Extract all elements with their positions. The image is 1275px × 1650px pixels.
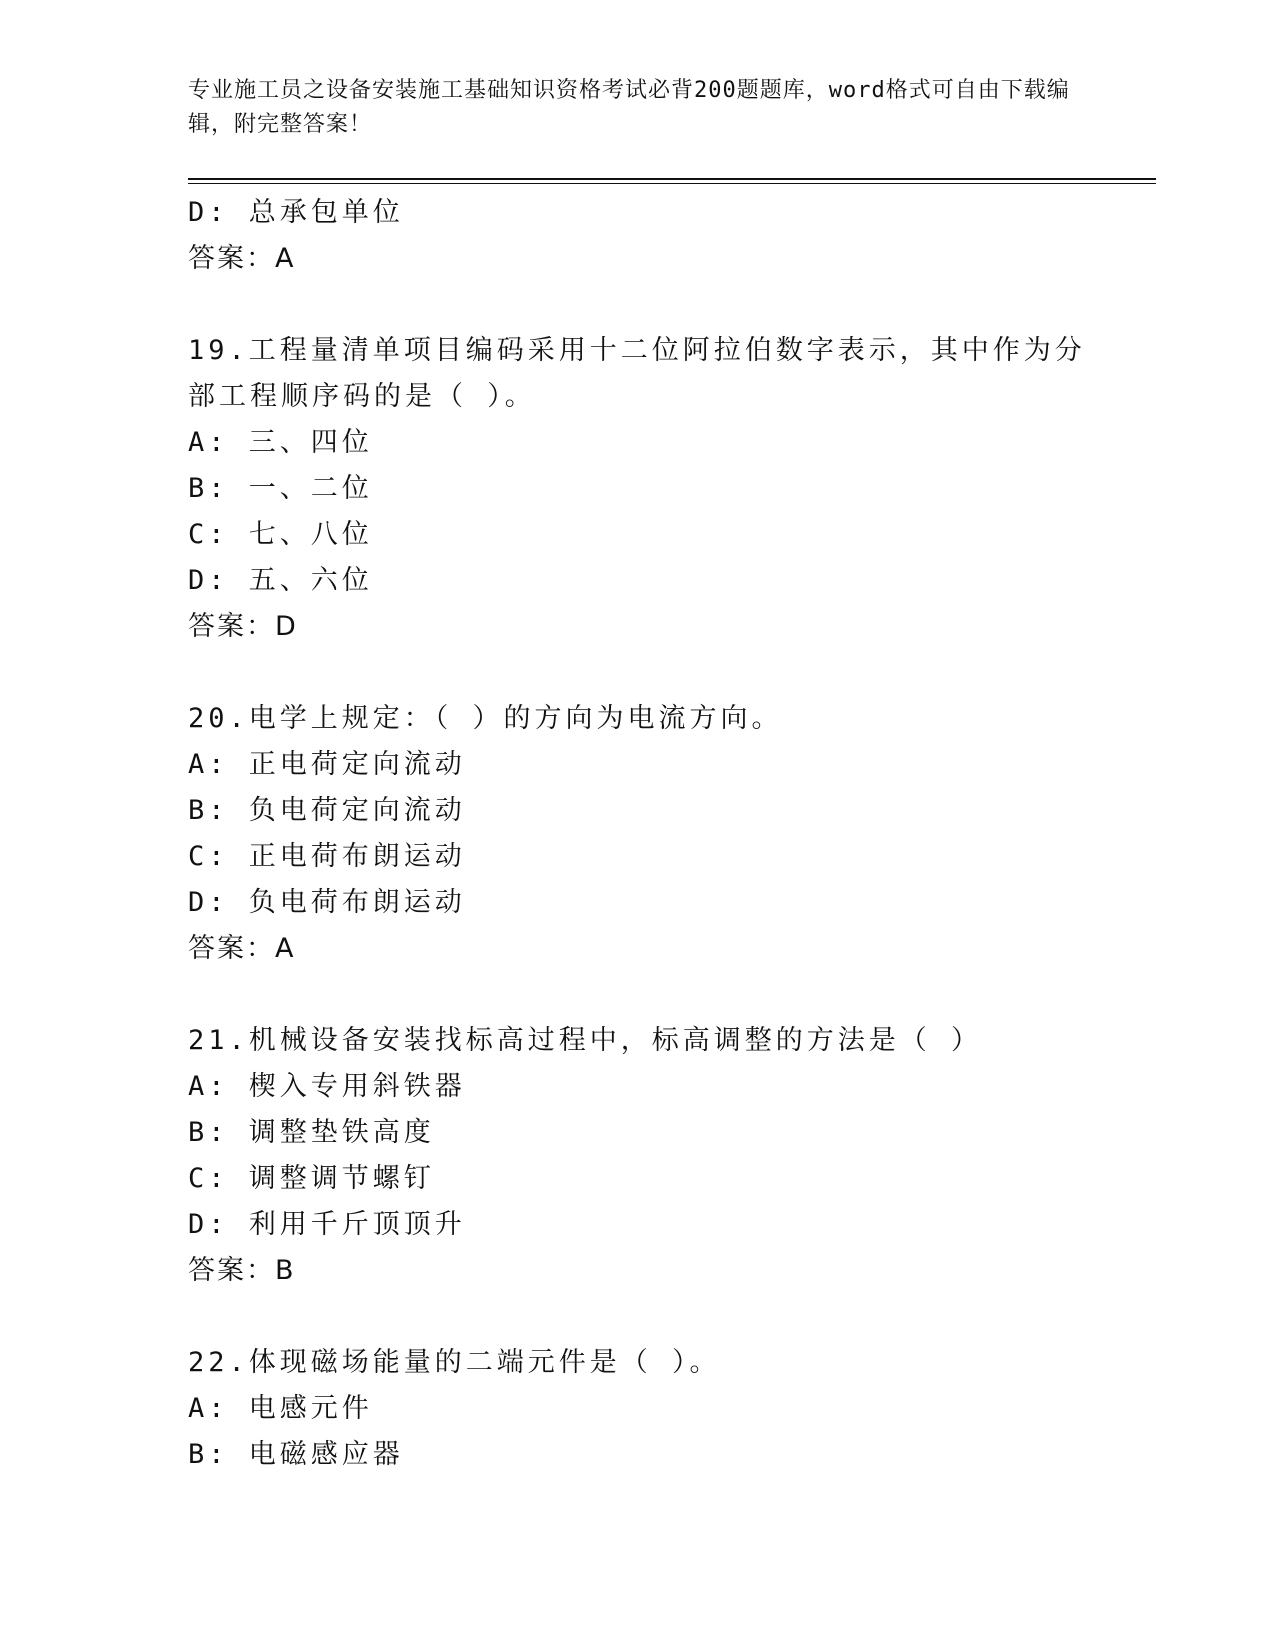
option-c: C: 七、八位 [188,519,373,550]
question-block [188,328,1088,650]
option-d: D: 五、六位 [188,565,373,596]
question-stem: 21.机械设备安装找标高过程中，标高调整的方法是（ ） [188,1025,983,1056]
spacer [188,972,1088,1018]
question-block [188,1340,1088,1478]
answer-line: 答案：D [188,611,298,642]
option-b: B: 电磁感应器 [188,1439,404,1470]
answer-line: 答案：A [188,933,296,964]
question-stem: 20.电学上规定：（ ）的方向为电流方向。 [188,703,783,734]
option-d: D: 总承包单位 [188,197,404,228]
question-stem: 19.工程量清单项目编码采用十二位阿拉伯数字表示，其中作为分部工程顺序码的是（ ）。 [188,335,1086,412]
option-d: D: 负电荷布朗运动 [188,887,466,918]
spacer [188,1294,1088,1340]
option-d: D: 利用千斤顶顶升 [188,1209,466,1240]
option-a: A: 正电荷定向流动 [188,749,466,780]
option-b: B: 调整垫铁高度 [188,1117,435,1148]
spacer [188,282,1088,328]
question-stem: 22.体现磁场能量的二端元件是（ ）。 [188,1347,721,1378]
question-content [188,190,1088,1478]
document-header: 专业施工员之设备安装施工基础知识资格考试必背200题题库，word格式可自由下载编辑，附完整答案！ [188,78,1070,137]
header-divider-thin [188,183,1156,184]
option-b: B: 负电荷定向流动 [188,795,466,826]
option-b: B: 一、二位 [188,473,373,504]
option-a: A: 三、四位 [188,427,373,458]
answer-line: 答案：A [188,243,296,274]
option-c: C: 调整调节螺钉 [188,1163,435,1194]
option-a: A: 楔入专用斜铁器 [188,1071,466,1102]
answer-line: 答案：B [188,1255,296,1286]
header-divider [188,178,1156,180]
option-c: C: 正电荷布朗运动 [188,841,466,872]
question-block [188,696,1088,972]
option-a: A: 电感元件 [188,1393,373,1424]
question-block [188,1018,1088,1294]
spacer [188,650,1088,696]
